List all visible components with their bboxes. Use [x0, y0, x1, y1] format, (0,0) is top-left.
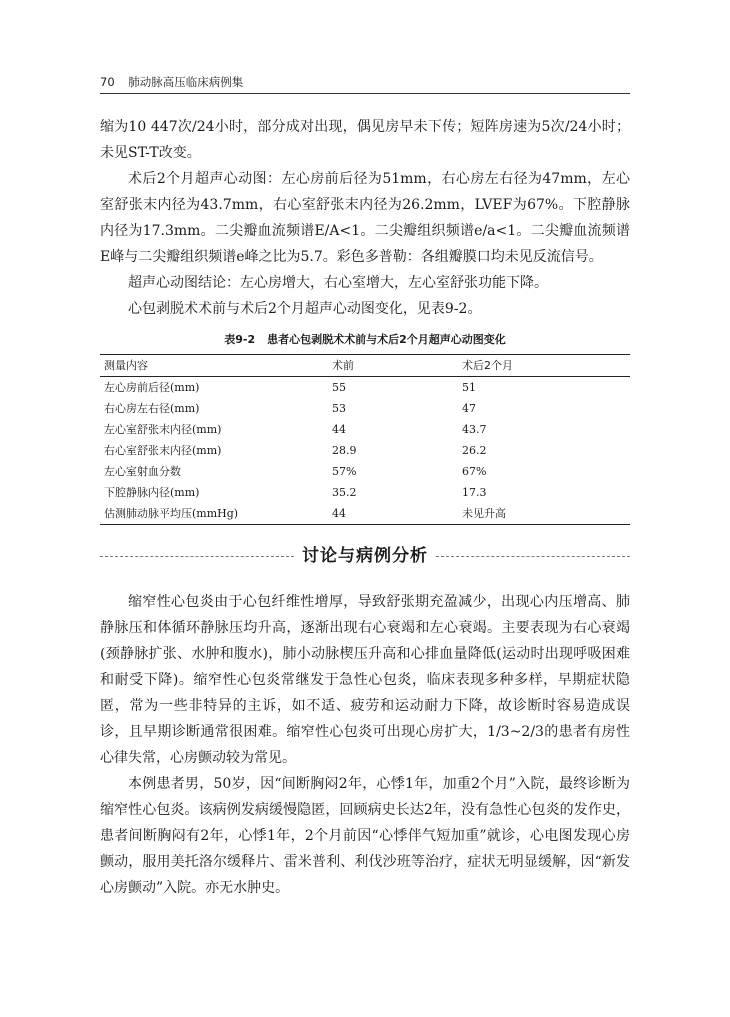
table-cell: 未见升高 — [458, 503, 630, 525]
table-cell: 44 — [328, 503, 458, 525]
table-caption — [100, 332, 630, 348]
table-cell: 55 — [332, 381, 346, 394]
table-cell: 右心室舒张末内径(mm) — [104, 444, 222, 457]
table-cell: 左心房前后径(mm) — [104, 381, 200, 394]
table-cell: 17.3 — [462, 486, 487, 499]
table-number: 表9-2 — [224, 333, 256, 346]
paragraph: 缩为10 447次/24小时，部分成对出现，偶见房早未下传；短阵房速为5次/24小时；未见ST-T改变。 — [100, 119, 630, 161]
page-body — [100, 114, 630, 901]
table-cell: 右心房左右径(mm) — [104, 402, 200, 415]
table-header-row — [100, 355, 630, 377]
table-cell: 左心室舒张末内径(mm) — [104, 423, 222, 436]
table-cell: 47 — [462, 402, 476, 415]
table-cell: 43.7 — [462, 423, 487, 436]
dashed-rule-left — [100, 556, 294, 557]
column-header: 术后2个月 — [458, 355, 630, 377]
table-row — [100, 419, 630, 440]
table-cell: 26.2 — [462, 444, 487, 457]
dashed-rule-right — [436, 556, 630, 557]
column-header: 测量内容 — [100, 355, 328, 377]
paragraph: 本例患者男，50岁，因“间断胸闷2年，心悸1年，加重2个月”入院，最终诊断为缩窄性心包炎。该病例发病缓慢隐匿，回顾病史长达2年，没有急性心包炎的发作史，患者间断胸闷有2年，心悸1年，2个月前因“心悸伴气短加重”就诊，心电图发现心房颤动，服用美托洛尔缓释片、雷米普利、利伐沙班等治疗，症状无明显缓解，因“新发心房颤动”入院。亦无水肿史。 — [100, 776, 630, 896]
paragraph: 心包剥脱术术前与术后2个月超声心动图变化，见表9-2。 — [128, 301, 482, 317]
table-cell: 28.9 — [332, 444, 357, 457]
echo-table — [100, 354, 630, 525]
table-cell: 53 — [332, 402, 346, 415]
paragraph: 术后2个月超声心动图：左心房前后径为51mm，右心房左右径为47mm，左心室舒张末内径为43.7mm，右心室舒张末内径为26.2mm，LVEF为67%。下腔静脉内径为17.3mm。二尖瓣血流频谱E/A<1。二尖瓣组织频谱e/a<1。二尖瓣血流频谱E峰与二尖瓣组织频谱e峰之比为5.7。彩色多普勒：各组瓣膜口均未见反流信号。 — [100, 171, 630, 265]
table-row — [100, 440, 630, 461]
table-cell: 44 — [332, 423, 346, 436]
table-row — [100, 461, 630, 482]
section-heading — [100, 543, 630, 569]
paragraph: 缩窄性心包炎由于心包纤维性增厚，导致舒张期充盈减少，出现心内压增高、肺静脉压和体循环静脉压均升高，逐渐出现右心衰竭和左心衰竭。主要表现为右心衰竭(颈静脉扩张、水肿和腹水)，肺小动脉楔压升高和心排血量降低(运动时出现呼吸困难和耐受下降)。缩窄性心包炎常继发于急性心包炎，临床表现多种多样，早期症状隐匿，常为一些非特异的主诉，如不适、疲劳和运动耐力下降，故诊断时容易造成误诊，且早期诊断通常很困难。缩窄性心包炎可出现心房扩大，1/3~2/3的患者有房性心律失常，心房颤动较为常见。 — [100, 594, 630, 766]
table-row — [100, 503, 630, 525]
running-header — [100, 74, 630, 90]
table-cell: 51 — [462, 381, 476, 394]
table-cell: 左心室射血分数 — [104, 465, 181, 478]
book-title: 肺动脉高压临床病例集 — [128, 75, 244, 89]
page-number: 70 — [100, 75, 115, 89]
column-header: 术前 — [328, 355, 458, 377]
table-title: 患者心包剥脱术术前与术后2个月超声心动图变化 — [267, 333, 506, 346]
paragraph: 超声心动图结论：左心房增大，右心室增大，左心室舒张功能下降。 — [128, 275, 548, 291]
table-cell: 估测肺动脉平均压(mmHg) — [100, 503, 328, 525]
table-row — [100, 398, 630, 419]
table-cell: 67% — [462, 465, 487, 478]
header-rule — [100, 93, 630, 94]
table-row — [100, 482, 630, 503]
section-title: 讨论与病例分析 — [302, 546, 428, 566]
table-row — [100, 377, 630, 399]
table-cell: 35.2 — [332, 486, 357, 499]
table-cell: 57% — [332, 465, 357, 478]
table-cell: 下腔静脉内径(mm) — [104, 486, 200, 499]
